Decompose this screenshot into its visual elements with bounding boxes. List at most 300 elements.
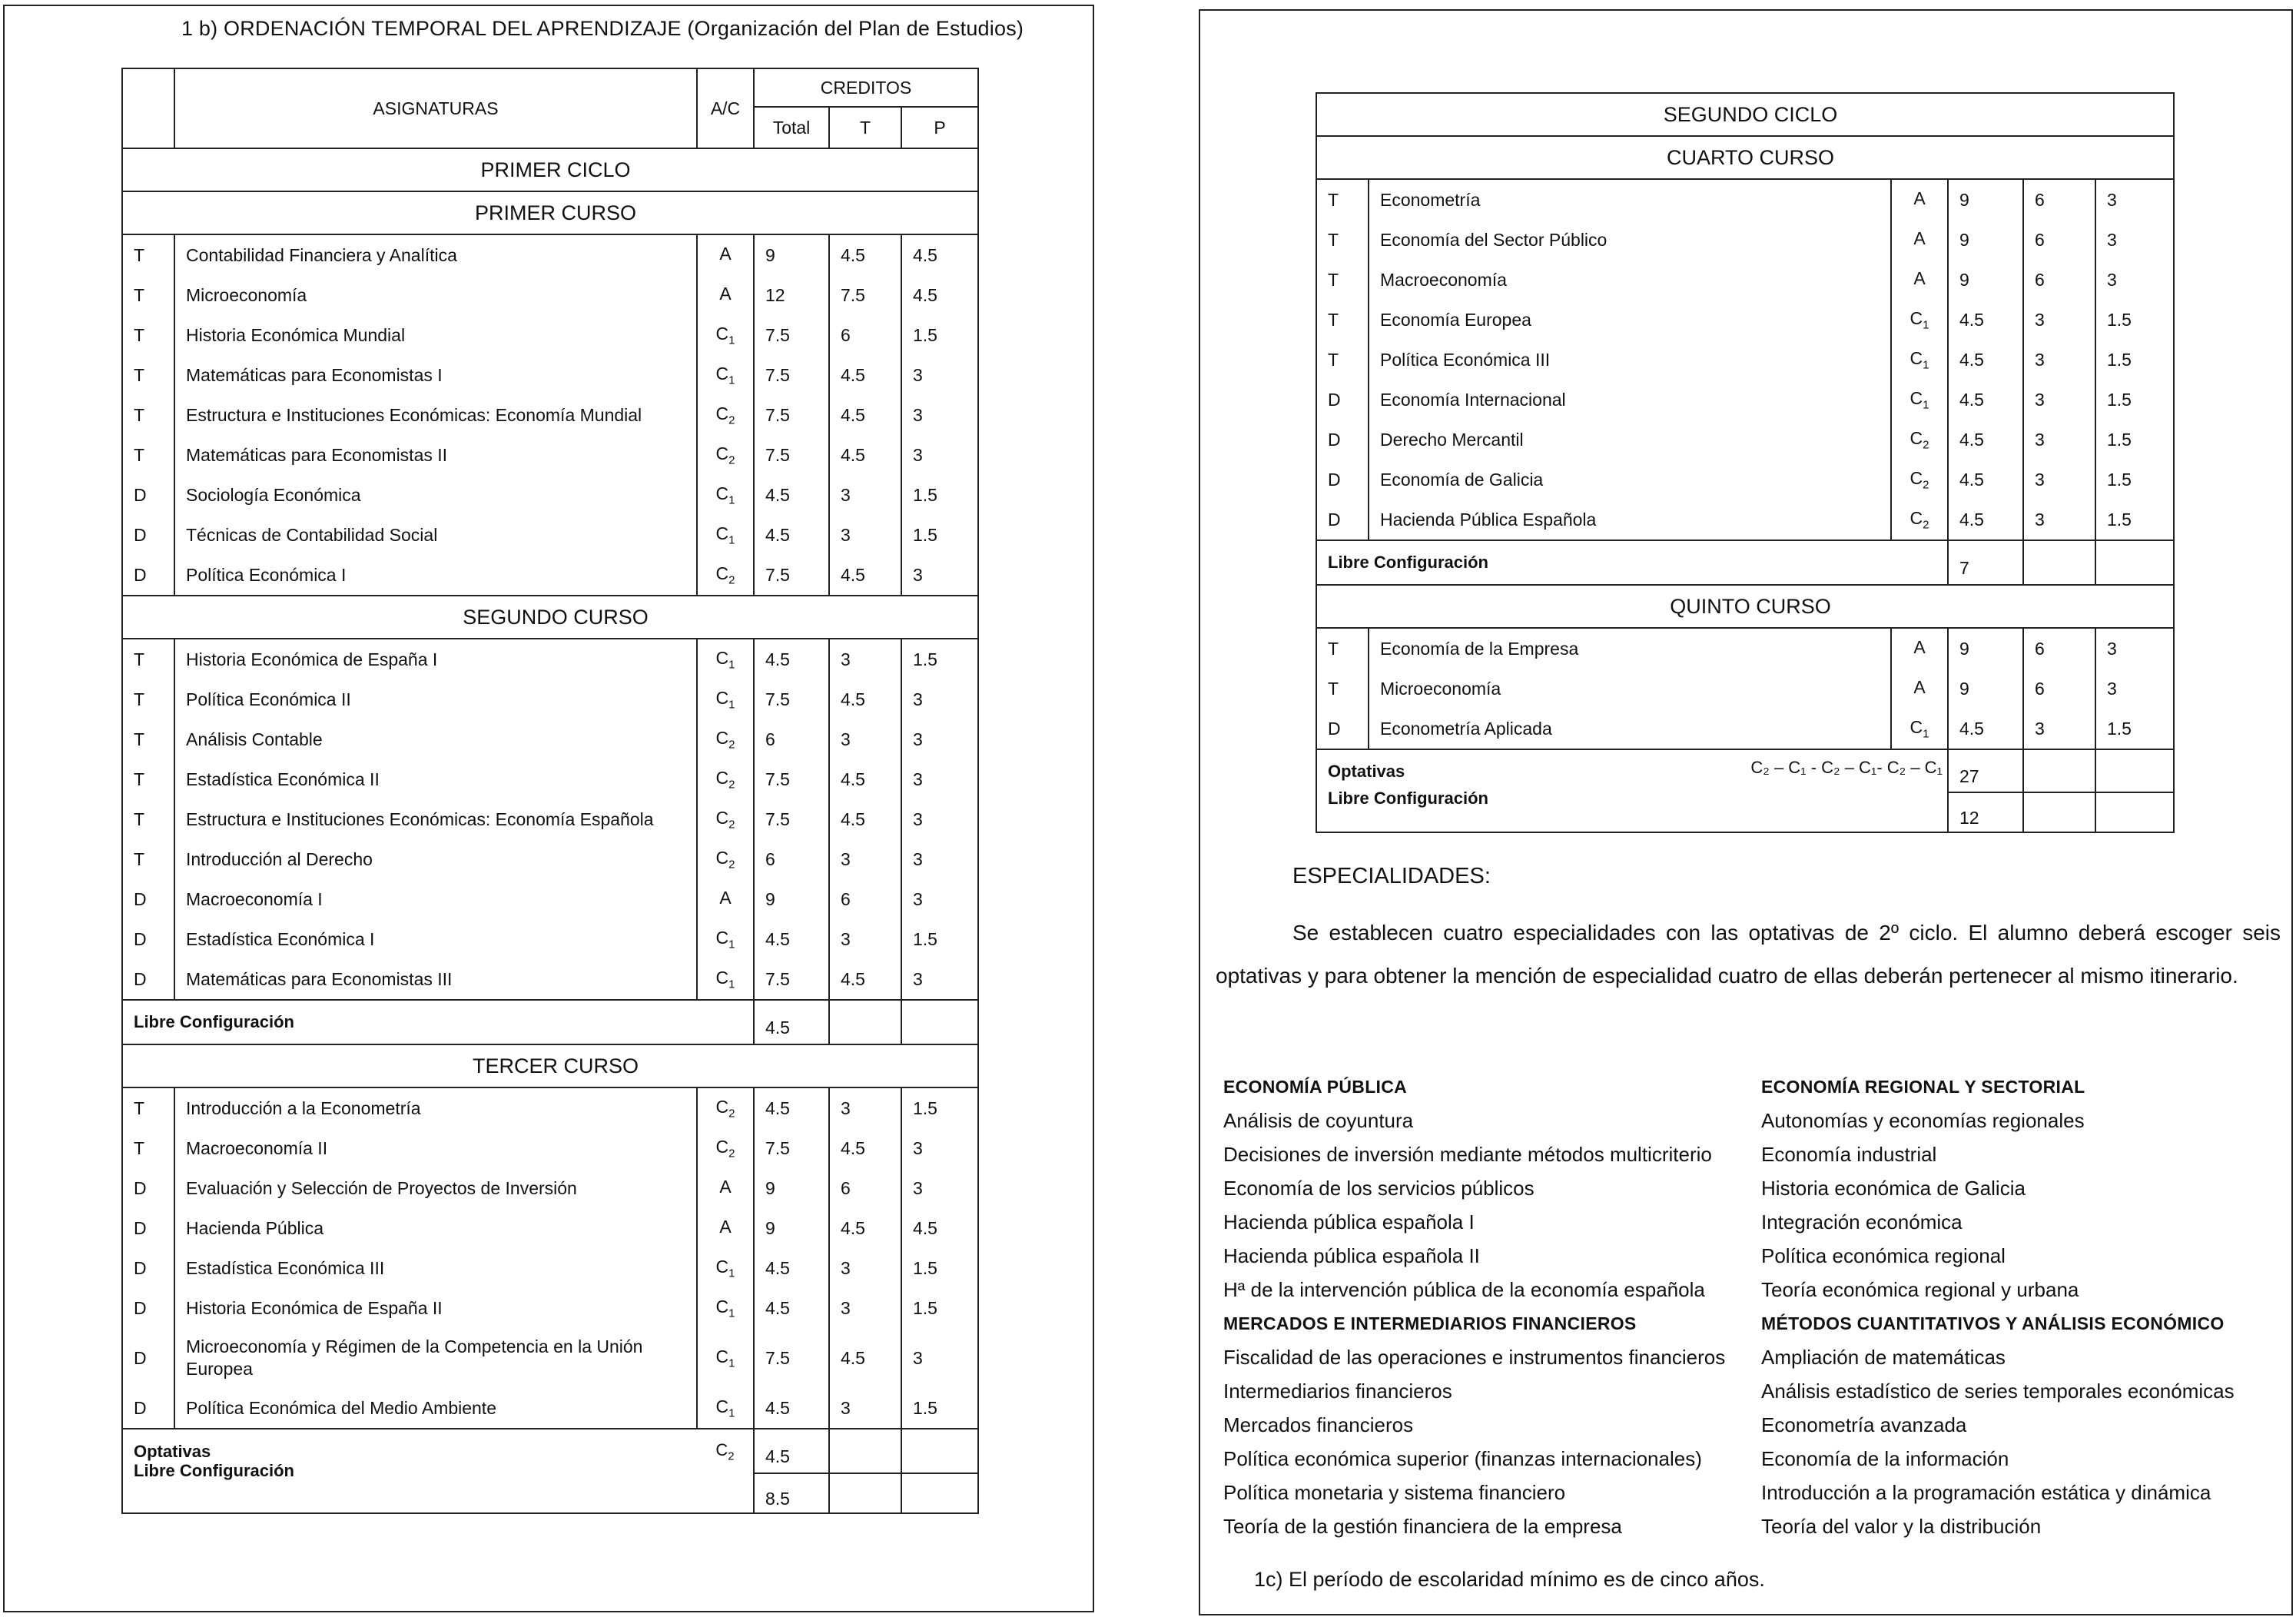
especialidad-item: Economía de la información [1761,1447,2009,1470]
credits-practice: 1.5 [913,1257,937,1278]
credits-total: 4.5 [1948,300,2023,340]
ac-letter: C [715,647,729,668]
subject-ac [1891,179,1948,220]
subject-type: T [1316,340,1369,380]
credits-total: 4.5 [754,1248,829,1288]
subject-type: T [1316,628,1369,669]
subject-type: T [122,759,174,799]
subject-ac [1891,669,1948,709]
section-title: PRIMER CICLO [122,148,978,191]
section-title: SEGUNDO CURSO [122,596,978,639]
ac-letter: C [715,1296,729,1317]
subject-row [122,435,978,475]
subject-ac [697,799,754,839]
especialidad-item: Análisis estadístico de series temporales económicas [1761,1380,2235,1403]
credits-total: 9 [1948,669,2023,709]
ac-index: 1 [728,938,735,951]
subject-name: Econometría [1369,179,1891,220]
subject-row [122,1388,978,1429]
credits-theory: 6 [829,315,901,355]
credits-practice: 3 [913,888,923,909]
ac-index: 1 [1923,318,1929,332]
credits-total: 9 [754,234,829,275]
ac-index: 2 [728,413,735,427]
ac-letter: A [719,887,732,908]
especialidad-item: Política económica superior (finanzas internacionales) [1223,1447,1702,1470]
subject-name: Estadística Económica II [174,759,697,799]
ac-index: 2 [728,818,735,832]
subject-ac [697,1087,754,1128]
footer-total: 4.5 [754,1429,829,1473]
especialidad-item: Intermediarios financieros [1223,1380,1452,1403]
subject-type: D [122,959,174,1000]
curso-title [122,191,978,234]
subject-row [1316,669,2174,709]
credits-total: 9 [754,1168,829,1208]
subject-row [1316,460,2174,500]
especialidad-heading: ECONOMÍA PÚBLICA [1223,1077,1408,1097]
especialidad-item: Decisiones de inversión mediante métodos multicriterio [1223,1143,1712,1166]
ac-letter: C [715,1396,729,1416]
footer-label: Libre Configuración [122,1000,697,1044]
credits-theory: 6 [2023,179,2095,220]
subject-row [122,395,978,435]
credits-theory: 4.5 [829,1328,901,1388]
subject-type: T [1316,220,1369,260]
credits-practice: 1.5 [2107,389,2132,410]
curso-title [122,596,978,639]
subject-type: D [122,515,174,555]
ac-letter: C [715,483,729,503]
ac-letter: A [719,1176,732,1197]
left-page [3,5,1094,1612]
credits-total: 4.5 [754,515,829,555]
credits-practice: 3 [2107,638,2117,659]
credits-practice: 3 [913,1137,923,1158]
subject-ac [697,1248,754,1288]
subject-type: D [122,1388,174,1429]
credits-total: 9 [754,879,829,919]
ac-letter: C [1909,347,1923,368]
ac-letter: C [715,967,729,988]
subject-row [1316,220,2174,260]
escolaridad-minima: 1c) El período de escolaridad mínimo es de cinco años. [1254,1568,1765,1591]
subject-row [122,639,978,679]
subject-name: Microeconomía [1369,669,1891,709]
credits-practice: 3 [913,968,923,989]
ac-index: 2 [728,1449,735,1463]
credits-practice: 3 [913,444,923,465]
subject-row [1316,260,2174,300]
subject-row [122,234,978,275]
ac-index: 1 [728,374,735,387]
credits-practice: 3 [913,1347,923,1368]
credits-theory: 3 [829,919,901,959]
ac-index: 2 [728,778,735,792]
ac-letter: C [715,687,729,708]
subject-name: Historia Económica de España I [174,639,697,679]
header-total: Total [754,107,829,148]
credits-practice: 1.5 [913,1397,937,1418]
subject-row [122,719,978,759]
credits-total: 7.5 [754,435,829,475]
subject-type: D [122,879,174,919]
credits-theory: 6 [2023,628,2095,669]
right-page [1199,9,2293,1615]
especialidad-item: Introducción a la programación estática y dinámica [1761,1481,2211,1504]
credits-total: 12 [754,275,829,315]
especialidades-title: ESPECIALIDADES: [1292,864,1491,888]
header-p: P [934,117,946,138]
credits-theory: 3 [829,639,901,679]
subject-ac [697,839,754,879]
subject-name: Contabilidad Financiera y Analítica [174,234,697,275]
ac-letter: A [1913,636,1926,657]
credits-practice: 3 [913,1177,923,1198]
subject-row [122,275,978,315]
ac-letter: C [1909,427,1923,448]
especialidad-item: Historia económica de Galicia [1761,1177,2026,1200]
subject-type: D [122,555,174,596]
study-plan-table [121,68,979,1514]
subject-type: T [1316,300,1369,340]
subject-ac [697,515,754,555]
subject-row [122,1128,978,1168]
subject-name: Derecho Mercantil [1369,420,1891,460]
especialidad-item: Hacienda pública española I [1223,1210,1475,1234]
ac-index: 2 [728,573,735,587]
subject-name: Historia Económica de España II [174,1288,697,1328]
ac-index: 1 [728,493,735,507]
credits-practice: 3 [2107,678,2117,699]
ac-index: 1 [728,1307,735,1320]
subject-ac [1891,460,1948,500]
subject-ac [697,1388,754,1429]
subject-name: Historia Económica Mundial [174,315,697,355]
especialidad-item: Análisis de coyuntura [1223,1109,1414,1132]
libre-row [122,1000,978,1044]
credits-total: 7.5 [754,1328,829,1388]
subject-name: Estructura e Instituciones Económicas: Economía Mundial [174,395,697,435]
empty-cell [2023,540,2095,585]
credits-total: 4.5 [1948,420,2023,460]
subject-row [1316,179,2174,220]
credits-theory: 3 [2023,340,2095,380]
credits-theory: 4.5 [829,1208,901,1248]
credits-theory: 4.5 [829,355,901,395]
subject-row [1316,340,2174,380]
subject-ac [697,1128,754,1168]
ac-letter: C [1909,467,1923,488]
footer-label: Optativas [1316,749,1891,792]
credits-theory: 4.5 [829,799,901,839]
subject-ac [697,919,754,959]
especialidad-item: Teoría económica regional y urbana [1761,1278,2079,1301]
credits-total: 7.5 [754,315,829,355]
footer-ac [697,1000,754,1044]
credits-theory: 3 [829,515,901,555]
footer-label: Libre Configuración [134,1461,294,1480]
credits-practice: 3 [913,564,923,585]
subject-ac [1891,300,1948,340]
credits-theory: 4.5 [829,1128,901,1168]
especialidad-heading: MERCADOS E INTERMEDIARIOS FINANCIEROS [1223,1313,1637,1333]
curso-title [1316,136,2174,179]
credits-total: 4.5 [754,639,829,679]
credits-theory: 7.5 [829,275,901,315]
subject-name: Economía Europea [1369,300,1891,340]
subject-name: Evaluación y Selección de Proyectos de Inversión [174,1168,697,1208]
footer-ac [1891,540,1948,585]
section-title: PRIMER CURSO [122,191,978,234]
subject-row [122,1248,978,1288]
credits-theory: 4.5 [829,759,901,799]
credits-total: 4.5 [1948,380,2023,420]
ac-letter: C [715,1096,729,1117]
ac-letter: C [715,563,729,583]
subject-row [122,679,978,719]
subject-type: T [122,395,174,435]
subject-row [122,355,978,395]
credits-practice: 1.5 [913,524,937,545]
ac-letter: A [719,283,732,304]
ac-letter: C [715,1439,728,1459]
subject-row [122,879,978,919]
ac-letter: A [719,243,732,264]
credits-practice: 3 [913,364,923,385]
subject-ac [1891,709,1948,749]
especialidad-item: Autonomías y economías regionales [1761,1109,2085,1132]
subject-name: Política Económica II [174,679,697,719]
ac-letter: C [715,523,729,543]
credits-total: 7.5 [754,395,829,435]
ac-index: 2 [1923,518,1929,532]
ac-letter: C [715,363,729,383]
credits-practice: 1.5 [913,1097,937,1118]
subject-ac [697,1208,754,1248]
subject-row [122,315,978,355]
subject-type: T [122,435,174,475]
subject-type: T [122,679,174,719]
subject-name: Economía de Galicia [1369,460,1891,500]
ac-index: 1 [1923,398,1929,412]
subject-name: Matemáticas para Economistas I [174,355,697,395]
subject-name: Política Económica III [1369,340,1891,380]
pattern-text: C₂ – C₁ - C₂ – C₁- C₂ – C₁ [1750,758,1943,777]
ciclo-title [122,148,978,191]
credits-practice: 1.5 [913,649,937,669]
credits-practice: 3 [2107,189,2117,210]
subject-name: Hacienda Pública Española [1369,500,1891,540]
ciclo-title [1316,93,2174,136]
ac-letter: C [715,1346,729,1366]
credits-total: 6 [754,719,829,759]
subject-ac [697,355,754,395]
credits-theory: 3 [829,719,901,759]
subject-type: D [122,1288,174,1328]
credits-practice: 3 [913,404,923,425]
footer-total: 27 [1948,749,2023,792]
subject-row [1316,500,2174,540]
subject-row [122,1328,978,1388]
credits-theory: 3 [2023,460,2095,500]
libre-row [122,1473,978,1513]
ac-index: 2 [728,858,735,872]
subject-type: T [1316,179,1369,220]
credits-total: 4.5 [754,475,829,515]
ac-index: 1 [728,1406,735,1420]
credits-practice: 1.5 [2107,718,2132,739]
subject-name: Microeconomía [174,275,697,315]
header-ac: A/C [697,68,754,148]
curso-title [122,1044,978,1087]
credits-theory: 6 [829,1168,901,1208]
credits-theory: 3 [2023,380,2095,420]
ac-letter: C [1909,387,1923,408]
subject-name: Hacienda Pública [174,1208,697,1248]
especialidades-left-column [1223,1070,1754,1543]
especialidades-right-column [1761,1070,2291,1543]
subject-row [122,759,978,799]
subject-ac [697,435,754,475]
credits-total: 9 [1948,628,2023,669]
ac-letter: C [715,847,729,868]
subject-ac [1891,420,1948,460]
subject-name: Matemáticas para Economistas III [174,959,697,1000]
subject-ac [697,639,754,679]
subject-type: T [122,275,174,315]
subject-type: T [122,1128,174,1168]
subject-row [122,1087,978,1128]
subject-type: T [122,234,174,275]
credits-total: 9 [1948,220,2023,260]
credits-total: 9 [1948,260,2023,300]
ac-index: 1 [1923,727,1929,741]
subject-row [122,799,978,839]
especialidad-item: Teoría de la gestión financiera de la empresa [1223,1515,1622,1538]
subject-row [122,959,978,1000]
subject-ac [697,1328,754,1388]
ac-letter: C [715,727,729,748]
subject-type: D [1316,420,1369,460]
subject-name: Política Económica del Medio Ambiente [174,1388,697,1429]
especialidad-item: Integración económica [1761,1210,1963,1234]
credits-practice: 1.5 [2107,469,2132,490]
ac-letter: C [715,323,729,344]
credits-theory: 4.5 [829,435,901,475]
subject-ac [697,315,754,355]
credits-practice: 1.5 [2107,429,2132,450]
especialidad-item: Ampliación de matemáticas [1761,1346,2006,1369]
subject-ac [697,759,754,799]
subject-name: Estructura e Instituciones Económicas: Economía Española [174,799,697,839]
especialidad-item: Política monetaria y sistema financiero [1223,1481,1566,1504]
subject-row [122,1288,978,1328]
subject-type: T [122,839,174,879]
subject-name: Sociología Económica [174,475,697,515]
credits-theory: 4.5 [829,959,901,1000]
ac-letter: C [715,927,729,948]
empty-cell [2023,792,2095,832]
ac-index: 1 [728,1267,735,1280]
ac-letter: C [715,403,729,423]
credits-practice: 3 [913,729,923,749]
ac-letter: C [715,1256,729,1277]
ac-index: 1 [728,1356,735,1370]
empty-cell [901,1000,978,1044]
libre-row [1316,792,2174,832]
subject-name: Macroeconomía I [174,879,697,919]
subject-row [122,839,978,879]
subject-ac [697,879,754,919]
credits-total: 7.5 [754,1128,829,1168]
credits-practice: 3 [2107,269,2117,290]
subject-ac [1891,220,1948,260]
empty-cell [901,1473,978,1513]
subject-row [122,515,978,555]
subject-ac [697,679,754,719]
especialidad-heading: MÉTODOS CUANTITATIVOS Y ANÁLISIS ECONÓMICO [1761,1313,2225,1333]
ac-index: 2 [728,738,735,752]
subject-ac [697,719,754,759]
credits-total: 9 [754,1208,829,1248]
empty-cell [2023,749,2095,792]
subject-type: D [122,1328,174,1388]
credits-practice: 1.5 [913,928,937,949]
credits-theory: 3 [2023,420,2095,460]
credits-theory: 3 [829,839,901,879]
subject-type: D [122,1208,174,1248]
subject-ac [1891,260,1948,300]
subject-type: D [122,919,174,959]
ac-letter: C [1909,507,1923,528]
credits-practice: 1.5 [913,1297,937,1318]
footer-total: 4.5 [754,1000,829,1044]
credits-theory: 6 [2023,669,2095,709]
credits-practice: 1.5 [913,484,937,505]
especialidad-heading: ECONOMÍA REGIONAL Y SECTORIAL [1761,1077,2085,1097]
credits-theory: 3 [829,1388,901,1429]
footer-label: Libre Configuración [1316,540,1891,585]
subject-ac [697,234,754,275]
ac-letter: C [715,767,729,788]
subject-ac [697,1288,754,1328]
subject-name: Análisis Contable [174,719,697,759]
credits-total: 4.5 [1948,500,2023,540]
empty-cell [829,1000,901,1044]
ac-index: 2 [728,453,735,467]
especialidad-item: Fiscalidad de las operaciones e instrumentos financieros [1223,1346,1726,1369]
subject-row [1316,628,2174,669]
subject-name: Política Económica I [174,555,697,596]
subject-name: Economía de la Empresa [1369,628,1891,669]
subject-ac [697,275,754,315]
subject-type: D [122,1248,174,1288]
credits-theory: 6 [2023,220,2095,260]
credits-practice: 3 [913,848,923,869]
subject-name: Matemáticas para Economistas II [174,435,697,475]
especialidad-item: Política económica regional [1761,1244,2006,1267]
credits-total: 4.5 [754,1288,829,1328]
footer-total: 7 [1948,540,2023,585]
subject-name: Estadística Económica I [174,919,697,959]
ac-index: 1 [728,658,735,672]
subject-type: D [122,1168,174,1208]
ac-index: 1 [728,533,735,547]
subject-name: Economía del Sector Público [1369,220,1891,260]
segundo-ciclo-table [1316,92,2175,833]
ac-index: 2 [728,1107,735,1121]
